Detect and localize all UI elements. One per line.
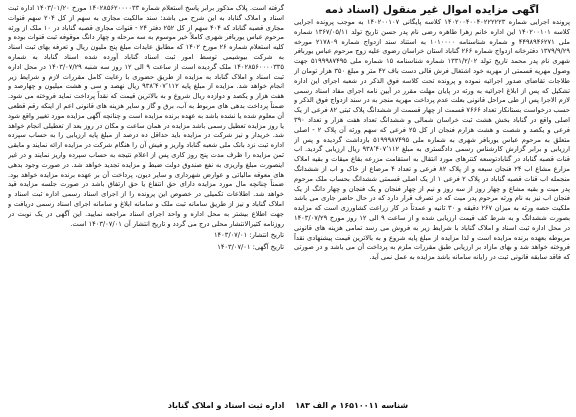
notice-date: تاریخ آگهی: ۱۴۰۳/۰۷/۰۱	[217, 243, 284, 252]
publication-date: تاریخ انتشار: ۱۴۰۳/۰۷/۰۱	[213, 231, 284, 240]
notice-title: آگهی مزایده اموال غیر منقول (اسناد ذمه	[324, 4, 540, 16]
footer-office: اداره ثبت اسناد و املاک گناباد	[167, 401, 285, 410]
footer-id: شناسه ۱۶۵۱۰۰۱۱ م الف ۱۸۳	[295, 401, 409, 410]
notice-footer	[6, 400, 570, 411]
right-column-text: پرونده اجرایی شماره ۱۴۰۲۰۰۴۰۰۴۰۲۲۲۲۲۳ کلاسه پایگانی ۱۴۰۲۰۰۱۰۷ به موجب پرونده اجرایی کلاسه ۱۴۰۲۰۰۱۰۱ این اداره خانم زهرا طاهره رضی نام پدر حسن تاریخ تولد ۱۳۶۷/۰۵/۱۱ شماره ملی ۴۴۹۸۹۴۶۲۷۱ و شماره شناسنامه ۱۰۱۰۰۰۰ به استناد سند ازدواج شماره ۲۱۷۸۰۹ مورخه ۱۳۷۹/۹/۲۹ دفترخانه ازدواج شماره ۲۶۶ گناباد استان خراسان رضوی علیه زوج مرحوم عباس یوربافر شهری نام پدر محمد تاریخ تولد ۱۳۳۱/۲/۰۲ شماره شناسنامه ۱۵ شماره ملی ۵۱۹۹۹۸۷۴۹۵ جهت وصول مهریه قسمتی از مهریه خود اشتغال فرش قالی دست باف ۴۲ متر و مبلغ ۳۵۰ هزار تومان از طلاجات تقاضای صدور اجرائیه نموده و پرونده تحت کلاسه فوق الذکر در شعبه اجرای این اداره تشکیل که پس از ابلاغ اجرائیه به ورثه در پایان مهلت مقرر در آیین نامه اجرای مفاد اسناد رسمی لازم الاجرا پس از طی مراحل قانونی بعلت عدم پرداخت مهریه منجر به در سند ازدواج فوق الذکر و حسب درخواست بستانکار تعداد ۷۶۶۶ قسمت از چهار قسمت از ششدانگ پلاک ثبتی ۸۲ فرعی از یک اصلی واقع در گناباد بخش هشت ثبت خراسان شمالی و ششدانگ تعداد هفت هزار و تعداد ۳۹۰ فرعی و یکصد و شصت و هشت هزارم فنجان از کل ۲۵ فرعی که سهم ورثه آن پلاک ۲ - اصلی متعلق به مرحوم عباس یوربافر شهری به شماره ملی ۵۱۹۹۹۸۷۴۹۵ بازداشت گردیده و پس از ارزیابی و برابر گزارش کارشناس رسمی دادگستری به مبلغ ۹۳۸٬۴۰۷٬۱۱۲ ریال ارزیابی گردید. اب قنات قصبه گناباد در گنابادتوسعه کنترهای مورد انتقال به استقامت مزرعه بقاع میقات و بقیه املاک مزارع مشاع اب ۲۴ فنجان سبعه و از پلاک ۸۲ فرعی و تعداد ۴ مرصاع از خاک و اب از ششدانگ منجمله اب قنات قصبه گناباد در پلاک ۲ فرعی ۱ از یک اصلی قسمتی ششدانگ بحساب ملک مرحوم پدر میت و بقیه مشاع و چهار روز از سه روز و نیم از چهار فنجان و یک فنجان و چهار دانگ از یک فنجان اب نیز به نام ورثه مرحوم پدر میت که در تصرف قرار دارد که در حال حاضر جاری می باشد ملکیت حصه ورثه به میزان ۲۶۷ دقیقه و ۳۰ ثانیه و عمدتاً در کار زراعت کشاورزی است که مزایده بصورت ششدانگ و به شرط کف قیمت ارزیابی شده و از ساعت ۹ الی ۱۲ روز مورخ ۱۴۰۳/۰۷/۲۹ در محل اداره ثبت اسناد و املاک گناباد با شرایط زیر به فروش می رسد تمامی هزینه های قانونی مربوطه بعهده برنده مزایده است و لذا مزایده از مبلغ پایه شروع و به بالاترین قیمت پیشنهادی نقداً فروخته خواهد شد و بهای مازاد بر ارزیابی طبق مقررات ملزم به پرداخت آن می باشد و در صورتی که فاقد سابقه قانونی ثبت در رایانه سامانه باشد مزایده به عمل نمی آید.	[294, 18, 570, 262]
left-column-text: گرفته است. پلاک مذکور برابر پاسخ استعلام شماره ۱۴۰۲۸۵۶۲۰۰۰۰۳۳ مورخ ۱۴۰۳/۰۱/۲۰ اداره ثبت اسناد و املاک گناباد به این شرح می باشد: سند مالکیت مجاری به سهم از کل ۲۰۴ سهم قنوات مجاری قصبه گناباد که ۴۰۴ سهم از کل ۲۵۲ دفتر ۲۴ - قنوات مجاری قصبه گناباد در ۱۰ ملک از ورثه مرحوم عباس یوربافر شهری کاملاً خیر موسوم به سه مرحله و چهار دانگ موقوفه ثبت قنوات بوده و کلیه استعلام شماره ۲۶ مورخ ۱۴۰۲ که مطابق عایدات مبلغ پنج ملیون ریال و تعرفه بهای ثبت اسناد به شرکت بیوشیمی توسط امور ثبت اسناد گناباد آورده شده اسناد گناباد به شماره ۱۴۰۲۸۵۶۰۰۰۰۳۳۵ ملک گردیده است از ساعت ۹ الی ۱۲ روز سه شنبه ۱۴۰۳/۰۷/۲۹ در محل اداره ثبت اسناد و املاک گناباد به مزایده از طریق حضوری با رعایت کامل مقررات لازم و شرایط زیر انجام خواهد شد. مزایده از مبلغ پایه ۹۳۸٬۴۰۷٬۱۱۲ ریال نهصد و سی و هشت میلیون و چهارصد و هفت هزار و یکصد و دوازده ریال شروع و به بالاترین قیمت که نقداً پرداخت نماید فروخته می شود. ضمناً پرداخت بدهی های مربوط به آب، برق و گاز و سایر هزینه های قانونی اعم از اینکه رقم قطعی آن معلوم شده یا نشده باشد به عهده برنده مزایده است و چنانچه آگهی مزایده مورد تغییر واقع شود یا روز مزایده تعطیل رسمی باشد مزایده در همان ساعت و مکان در روز بعد از تعطیلی انجام خواهد شد. خریدار و نیز شرکت در مزایده باید حداقل ده درصد از مبلغ پایه ارزیابی را به حساب سپرده اداره ثبت نزد بانک ملی شعبه گناباد واریز و فیش آن را هنگام شرکت در مزایده ارائه نمایند و مابقی ثمن مزایده را ظرف مدت پنج روز کاری پس از اعلام نتیجه به حساب سپرده واریز نمایند و در غیر اینصورت مبلغ واریزی به نفع صندوق دولت ضبط و مزایده تجدید خواهد شد. در صورت وجود بدهی های معوقه مالیاتی و عوارض شهرداری و سایر دیون، پرداخت آن بر عهده برنده مزایده خواهد بود. ضمناً چنانچه مال مورد مزایده دارای حق انتفاع یا حق ارتفاق باشد در صورت جلسه مزایده قید خواهد شد. اطلاعات تکمیلی در خصوص این پرونده را از اجرای اسناد رسمی اداره ثبت اسناد و املاک گناباد و نیز از طریق سامانه ثبت ملک و سامانه ابلاغ و سامانه اجرای اسناد رسمی دریافت و جهت اطلاع بیشتر به محل اداره و واحد اجرای اسناد مراجعه نمایید. این آگهی در یک نوبت در روزنامه کثیرالانتشار محلی درج می گردد و تاریخ انتشار آن ۱۴۰۳/۰۷/۰۱ است.	[8, 4, 284, 228]
left-column	[8, 4, 284, 384]
notice-columns	[6, 4, 570, 384]
right-column	[294, 4, 570, 384]
